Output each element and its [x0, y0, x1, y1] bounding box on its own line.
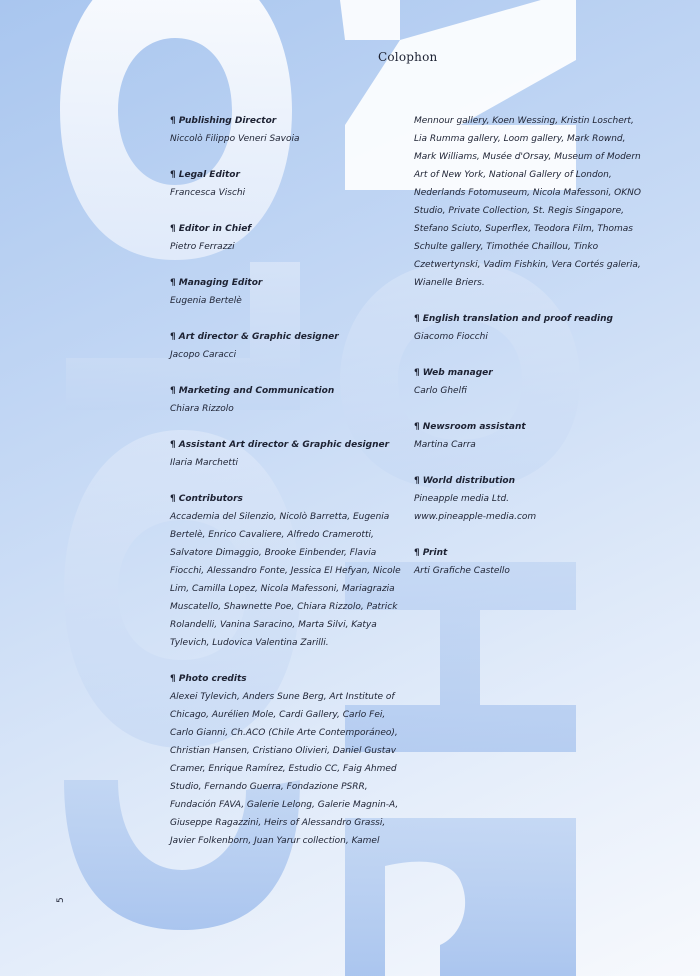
credit-role — [414, 544, 646, 562]
credit-role-text: Contributors — [178, 494, 243, 504]
credit-role-text: Marketing and Communication — [178, 386, 335, 396]
credit-names: Accademia del Silenzio, Nicolò Barretta, Eugenia Bertelè, Enrico Cavaliere, Alfredo Cramerotti, Salvatore Dimaggio, Brooke Einbender, Flavia Fiocchi, Alessandro Fonte, Jessica El Hefyan, Nicole Lim, Camilla Lopez, Nicola Mafessoni, Mariagrazia Muscatello, Shawnette Poe, Chiara Rizzolo, Patrick Rolandelli, Vanina Saracino, Marta Silvi, Katya Tylevich, Ludovica Valentina Zarilli. — [170, 512, 401, 648]
credit-role — [170, 166, 402, 184]
credit-names: Arti Grafiche Castello — [414, 566, 510, 576]
credit-role-text: World distribution — [422, 476, 515, 486]
credit-entry — [414, 310, 646, 346]
credit-names: Alexei Tylevich, Anders Sune Berg, Art Institute of Chicago, Aurélien Mole, Cardi Gallery, Carlo Fei, Carlo Gianni, Ch.ACO (Chile Arte Contemporáneo), Christian Hansen, Cristiano Olivieri, Daniel Gustav Cramer, Enrique Ramírez, Estudio CC, Faig Ahmed Studio, Fernando Guerra, Fondazione PSRR, Fundación FAVA, Galerie Lelong, Galerie Magnin-A, Giuseppe Ragazzini, Heirs of Alessandro Grassi, Javier Folkenborn, Juan Yarur collection, Kamel — [170, 692, 399, 846]
credit-names: Mennour gallery, Koen Wessing, Kristin Loschert, Lia Rumma gallery, Loom gallery, Mark Rownd, Mark Williams, Musée d'Orsay, Museum of Modern Art of New York, National Gallery of London, Nederlands Fotomuseum, Nicola Mafessoni, OKNO Studio, Private Collection, St. Regis Singapore, Stefano Sciuto, Superflex, Teodora Film, Thomas Schulte gallery, Timothée Chaillou, Tinko Czetwertynski, Vadim Fishkin, Vera Cortés galeria, Wianelle Briers. — [414, 116, 641, 288]
credit-role — [170, 670, 402, 688]
credit-entry — [170, 328, 402, 364]
credit-names: Giacomo Fiocchi — [414, 332, 488, 342]
credit-names: Pietro Ferrazzi — [170, 242, 235, 252]
page-number: 5 — [56, 897, 66, 903]
credit-role — [414, 310, 646, 328]
right-credits-column — [414, 112, 646, 598]
pilcrow-icon: ¶ — [170, 116, 176, 126]
pilcrow-icon: ¶ — [414, 314, 420, 324]
credit-entry — [414, 364, 646, 400]
credit-entry — [414, 544, 646, 580]
credit-names: Chiara Rizzolo — [170, 404, 234, 414]
credit-names: Jacopo Caracci — [170, 350, 237, 360]
pilcrow-icon: ¶ — [170, 386, 176, 396]
credit-role — [170, 112, 402, 130]
credit-role-text: Managing Editor — [178, 278, 263, 288]
credit-entry — [170, 274, 402, 310]
pilcrow-icon: ¶ — [170, 170, 176, 180]
credit-role-text: Photo credits — [178, 674, 247, 684]
pilcrow-icon: ¶ — [170, 278, 176, 288]
credit-role-text: Print — [422, 548, 448, 558]
pilcrow-icon: ¶ — [414, 476, 420, 486]
credit-role-text: English translation and proof reading — [422, 314, 613, 324]
credit-role-text: Art director & Graphic designer — [178, 332, 339, 342]
credit-role — [170, 328, 402, 346]
pilcrow-icon: ¶ — [414, 368, 420, 378]
left-credits-column — [170, 112, 402, 868]
credit-role — [170, 220, 402, 238]
credit-names: Ilaria Marchetti — [170, 458, 238, 468]
pilcrow-icon: ¶ — [170, 332, 176, 342]
credit-entry — [170, 436, 402, 472]
credit-entry — [170, 670, 402, 850]
credit-entry — [414, 418, 646, 454]
credit-names: Francesca Vischi — [170, 188, 246, 198]
credit-entry — [170, 166, 402, 202]
credit-entry — [170, 112, 402, 148]
pilcrow-icon: ¶ — [170, 440, 176, 450]
pilcrow-icon: ¶ — [170, 224, 176, 234]
credit-names: Eugenia Bertelè — [170, 296, 242, 306]
credit-entry — [414, 472, 646, 526]
credit-names: www.pineapple-media.com — [414, 512, 537, 522]
credit-role — [170, 436, 402, 454]
pilcrow-icon: ¶ — [170, 494, 176, 504]
credit-role-text: Web manager — [422, 368, 493, 378]
credit-entry — [170, 382, 402, 418]
credit-role-text: Newsroom assistant — [422, 422, 526, 432]
credit-role — [414, 472, 646, 490]
credit-entry — [414, 112, 646, 292]
credit-names: Martina Carra — [414, 440, 476, 450]
credit-names: Pineapple media Ltd. — [414, 494, 510, 504]
credit-role — [170, 274, 402, 292]
credit-role-text: Editor in Chief — [178, 224, 252, 234]
pilcrow-icon: ¶ — [170, 674, 176, 684]
credit-role-text: Legal Editor — [178, 170, 240, 180]
pilcrow-icon: ¶ — [414, 548, 420, 558]
credit-entry — [170, 220, 402, 256]
credit-role — [170, 382, 402, 400]
credit-names: Niccolò Filippo Veneri Savoia — [170, 134, 300, 144]
credit-role — [414, 418, 646, 436]
credit-role-text: Publishing Director — [178, 116, 277, 126]
credit-role — [170, 490, 402, 508]
credit-role-text: Assistant Art director & Graphic designer — [178, 440, 390, 450]
credit-entry — [170, 490, 402, 652]
credit-names: Carlo Ghelfi — [414, 386, 467, 396]
pilcrow-icon: ¶ — [414, 422, 420, 432]
page-title: Colophon — [378, 50, 438, 64]
credit-role — [414, 364, 646, 382]
